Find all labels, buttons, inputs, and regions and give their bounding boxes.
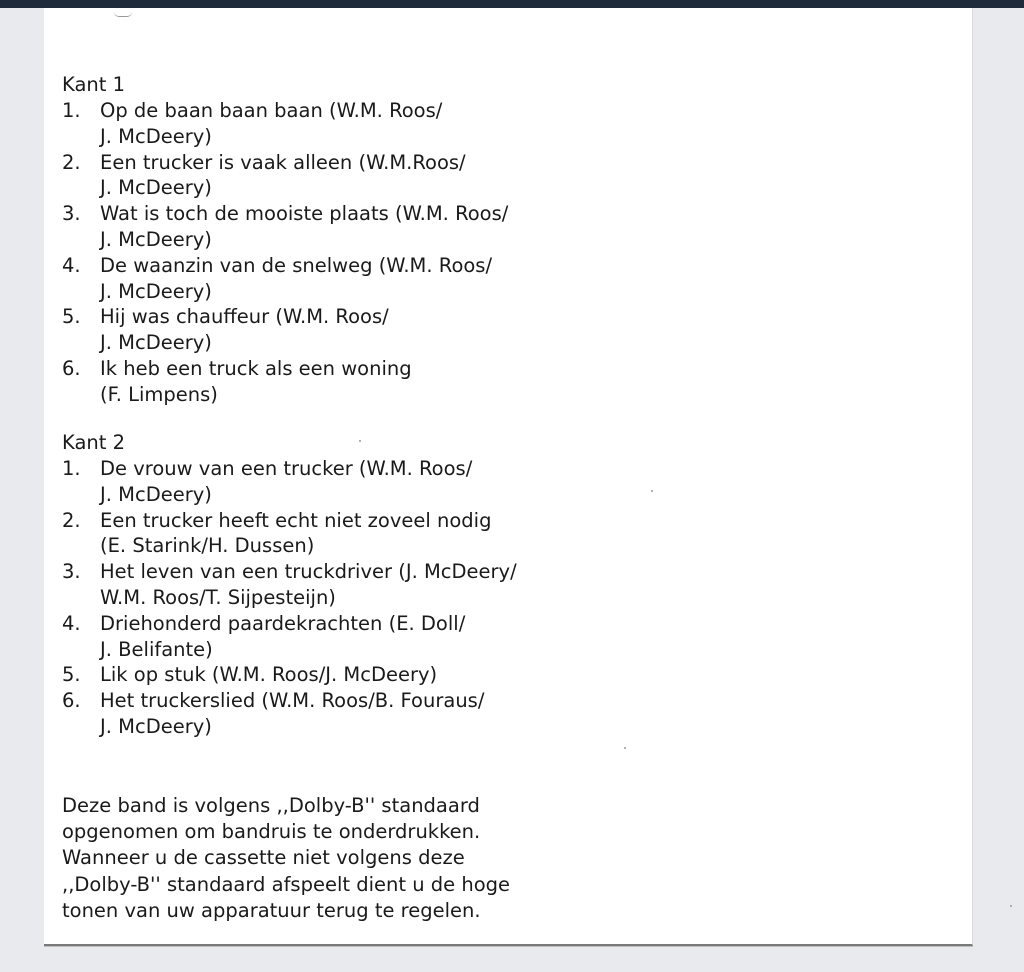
- notice-line: ,,Dolby-B'' standaard afspeelt dient u de hoge: [62, 872, 511, 896]
- track-title-line: Het truckerslied (W.M. Roos/B. Fouraus/: [100, 689, 485, 713]
- side-2-tracklist: [62, 430, 517, 740]
- track-number: 5.: [62, 663, 81, 687]
- track-item: [62, 356, 508, 408]
- track-number: 1.: [62, 99, 81, 122]
- track-item: [62, 559, 517, 611]
- track-credit-line: J. McDeery): [100, 227, 212, 251]
- track-number: 6.: [62, 356, 81, 380]
- track-item: [62, 611, 517, 663]
- track-credit-line: W.M. Roos/T. Sijpesteijn): [100, 585, 336, 609]
- paper-speck: [359, 440, 361, 442]
- track-title-line: Een trucker heeft echt niet zoveel nodig: [100, 508, 492, 532]
- side-1-heading: Kant 1: [62, 73, 126, 96]
- track-credit-line: (F. Limpens): [100, 382, 218, 406]
- track-item: [62, 662, 517, 688]
- track-number: 1.: [62, 457, 81, 480]
- side-1-tracklist: [62, 72, 508, 408]
- track-text: [100, 304, 389, 356]
- track-credit-line: J. McDeery): [100, 124, 212, 148]
- track-text: [100, 150, 466, 202]
- track-title-line: Hij was chauffeur (W.M. Roos/: [100, 305, 389, 329]
- track-text: [100, 662, 437, 688]
- track-text: [100, 253, 492, 305]
- track-item: [62, 508, 517, 560]
- track-number: 5.: [62, 305, 81, 329]
- track-credit-line: (E. Starink/H. Dussen): [100, 534, 315, 558]
- track-item: [62, 253, 508, 305]
- track-credit-line: J. McDeery): [100, 331, 212, 355]
- track-item: [62, 201, 508, 253]
- notice-line: Deze band is volgens ,,Dolby-B'' standaard: [62, 794, 480, 817]
- track-text: [100, 356, 412, 408]
- track-title-line: Wat is toch de mooiste plaats (W.M. Roos/: [100, 202, 509, 226]
- track-text: [100, 508, 491, 560]
- track-title-line: Het leven van een truckdriver (J. McDeery/: [100, 560, 517, 584]
- track-number: 4.: [62, 611, 81, 635]
- track-title-line: Op de baan baan baan (W.M. Roos/: [100, 99, 443, 122]
- track-text: [100, 456, 472, 508]
- track-title-line: Driehonderd paardekrachten (E. Doll/: [100, 611, 466, 635]
- track-text: [100, 688, 484, 740]
- notice-line: tonen van uw apparatuur terug te regelen.: [62, 898, 481, 922]
- track-title-line: Ik heb een truck als een woning: [100, 356, 412, 380]
- track-item: [62, 150, 508, 202]
- track-title-line: De vrouw van een trucker (W.M. Roos/: [100, 457, 473, 480]
- notice-line: opgenomen om bandruis te onderdrukken.: [62, 820, 481, 844]
- track-item: [62, 688, 517, 740]
- track-title-line: Een trucker is vaak alleen (W.M.Roos/: [100, 150, 466, 174]
- track-number: 3.: [62, 202, 81, 226]
- track-text: [100, 559, 517, 611]
- track-credit-line: J. McDeery): [100, 714, 212, 738]
- track-credit-line: J. McDeery): [100, 279, 212, 303]
- track-text: [100, 611, 465, 663]
- track-text: [100, 201, 508, 253]
- paper-speck: [1010, 905, 1012, 907]
- paper-speck: [624, 747, 626, 749]
- track-credit-line: J. Belifante): [100, 637, 213, 661]
- side-1-tracks: [62, 98, 508, 408]
- track-number: 3.: [62, 560, 81, 584]
- track-number: 6.: [62, 689, 81, 713]
- track-text: [100, 98, 442, 150]
- track-number: 2.: [62, 150, 81, 174]
- side-2-heading: Kant 2: [62, 431, 126, 454]
- paper-scuff-mark: [114, 12, 132, 17]
- paper-speck: [651, 490, 653, 492]
- track-number: 4.: [62, 253, 81, 277]
- track-item: [62, 456, 517, 508]
- track-title-line: Lik op stuk (W.M. Roos/J. McDeery): [100, 663, 438, 687]
- track-credit-line: J. McDeery): [100, 176, 212, 200]
- track-item: [62, 304, 508, 356]
- track-credit-line: J. McDeery): [100, 482, 212, 506]
- track-number: 2.: [62, 508, 81, 532]
- scan-top-edge: [0, 0, 1024, 8]
- track-item: [62, 98, 508, 150]
- dolby-notice: [62, 793, 510, 924]
- side-2-tracks: [62, 456, 517, 740]
- notice-line: Wanneer u de cassette niet volgens deze: [62, 846, 465, 870]
- track-title-line: De waanzin van de snelweg (W.M. Roos/: [100, 253, 493, 277]
